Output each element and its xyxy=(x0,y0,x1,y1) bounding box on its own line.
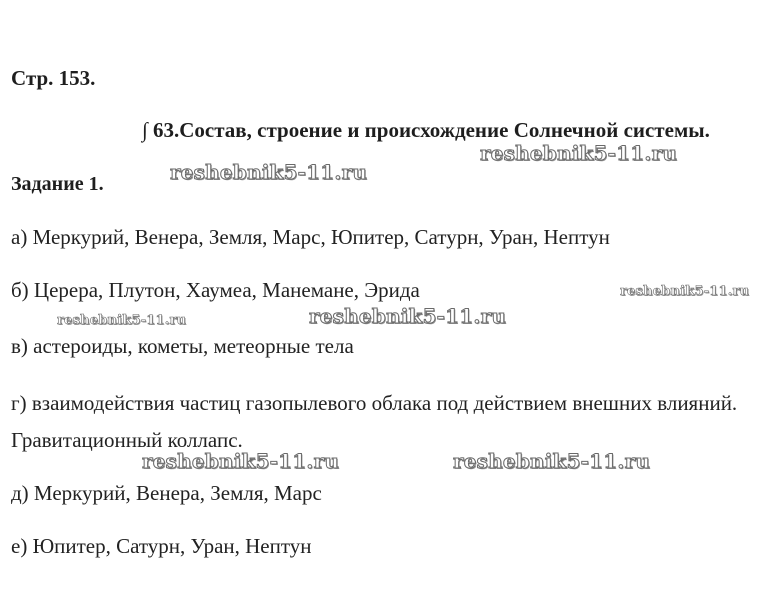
answer-a: а) Меркурий, Венера, Земля, Марс, Юпитер, Сатурн, Уран, Нептун xyxy=(11,225,610,249)
answer-e: е) Юпитер, Сатурн, Уран, Нептун xyxy=(11,534,312,558)
watermark: reshebnik5-11.ru xyxy=(453,449,651,473)
answer-d: д) Меркурий, Венера, Земля, Марс xyxy=(11,481,322,505)
watermark: reshebnik5-11.ru xyxy=(142,449,340,473)
page-reference: Стр. 153. xyxy=(11,66,96,90)
watermark: reshebnik5-11.ru xyxy=(480,141,678,165)
section-title: ∫ 63.Состав, строение и происхождение Солнечной системы. xyxy=(142,118,710,142)
answer-g-line2: Гравитационный коллапс. xyxy=(11,428,243,452)
watermark: reshebnik5-11.ru xyxy=(309,304,507,328)
task-heading: Задание 1. xyxy=(11,173,104,195)
answer-g-line1: г) взаимодействия частиц газопылевого облака под действием внешних влияний. xyxy=(11,391,738,415)
watermark: reshebnik5-11.ru xyxy=(57,313,187,328)
answer-v: в) астероиды, кометы, метеорные тела xyxy=(11,334,354,358)
answer-b: б) Церера, Плутон, Хаумеа, Манемане, Эрида xyxy=(11,278,420,302)
watermark: reshebnik5-11.ru xyxy=(620,284,750,299)
watermark: reshebnik5-11.ru xyxy=(170,160,368,184)
